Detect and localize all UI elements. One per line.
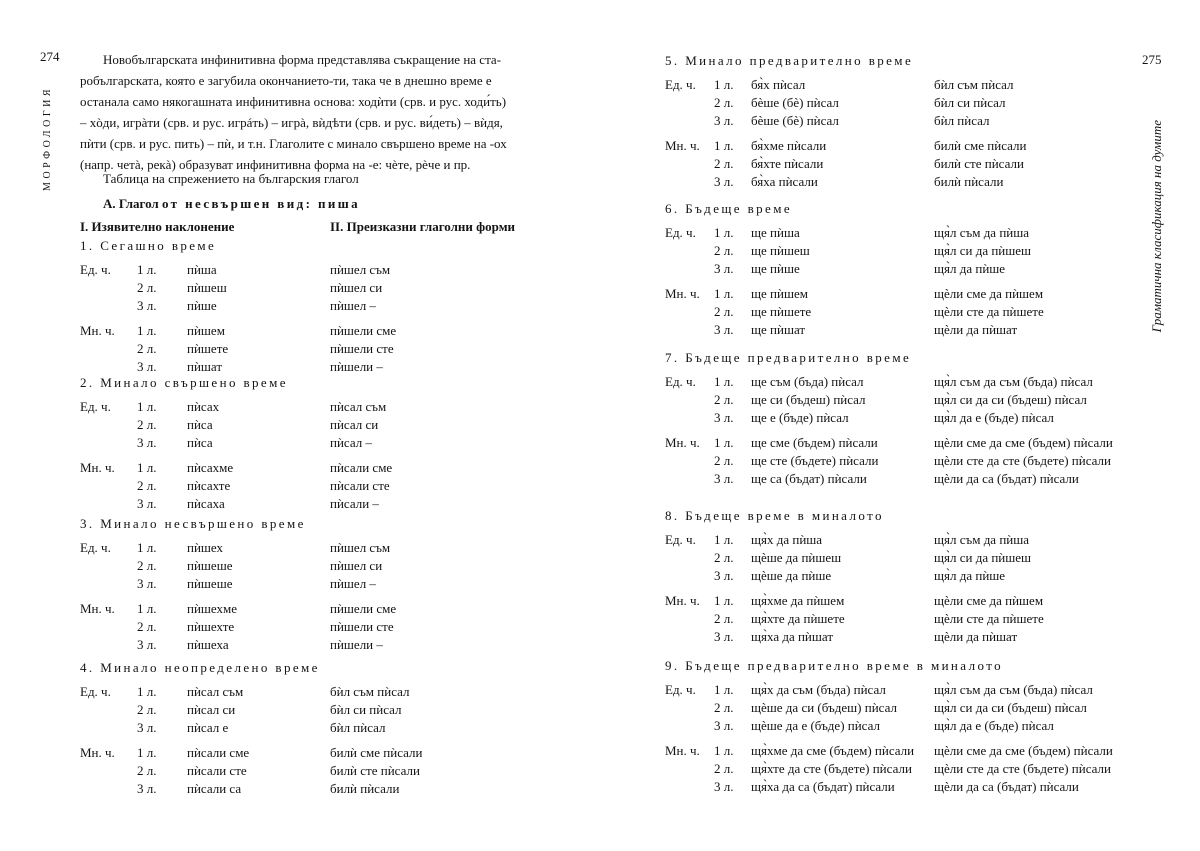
reported-form: щѐли сте да сте (бъдете) пѝсали bbox=[934, 453, 1111, 469]
indicative-form: пѝсахме bbox=[187, 460, 234, 476]
reported-form: билѝ сте пѝсали bbox=[934, 156, 1024, 172]
person-label: 3 л. bbox=[137, 575, 157, 591]
reported-form: бѝл пѝсал bbox=[934, 112, 990, 128]
indicative-form: пѝсали са bbox=[187, 781, 242, 796]
indicative-form: пѝсахте bbox=[187, 478, 231, 494]
section-a-title: от несвършен вид: пиша bbox=[161, 196, 361, 211]
reported-form: щя̀л да е (бъде) пѝсал bbox=[934, 409, 1054, 425]
reported-form: бѝл си пѝсал bbox=[330, 701, 402, 717]
reported-form: пѝшели сте bbox=[330, 341, 394, 357]
reported-form: щѐли да пѝшат bbox=[934, 629, 1018, 644]
indicative-form: щя̀ха да са (бъдат) пѝсали bbox=[751, 779, 895, 794]
indicative-form: пѝсах bbox=[187, 399, 220, 414]
reported-form: пѝсали сте bbox=[330, 478, 390, 494]
number-label: Ед. ч. bbox=[665, 682, 696, 697]
reported-form: бѝл съм пѝсал bbox=[330, 684, 410, 699]
indicative-form: пѝсал съм bbox=[187, 684, 244, 699]
person-label: 3 л. bbox=[714, 567, 734, 583]
person-label: 3 л. bbox=[714, 260, 734, 276]
number-label: Ед. ч. bbox=[80, 399, 111, 414]
person-label: 3 л. bbox=[137, 434, 157, 450]
indicative-form: щя̀хме да пѝшем bbox=[751, 593, 845, 609]
reported-form: пѝшели сме bbox=[330, 323, 397, 339]
person-label: 3 л. bbox=[137, 719, 157, 735]
indicative-form: ще пѝшем bbox=[751, 286, 808, 302]
person-label: 3 л. bbox=[714, 779, 734, 794]
person-label: 2 л. bbox=[714, 611, 734, 627]
paragraph-line: (напр. четà, рекà) образуват инфинитивна форма на -е: чèте, рèче и пр. bbox=[80, 157, 471, 172]
person-label: 3 л. bbox=[714, 409, 734, 425]
person-label: 3 л. bbox=[714, 717, 734, 733]
reported-form: пѝшел съм bbox=[330, 262, 391, 277]
indicative-form: пѝшехме bbox=[187, 601, 238, 617]
person-label: 2 л. bbox=[137, 619, 157, 635]
person-label: 2 л. bbox=[137, 279, 157, 295]
reported-form: щя̀л да е (бъде) пѝсал bbox=[934, 717, 1054, 733]
left-page-number: 274 bbox=[40, 49, 60, 64]
reported-form: пѝшели – bbox=[330, 359, 383, 374]
paragraph-line: Новобългарската инфинитивна форма представлява съкращение на ста- bbox=[103, 52, 502, 67]
tense-title: 1. Сегашно време bbox=[80, 238, 217, 253]
person-label: 2 л. bbox=[137, 701, 157, 717]
indicative-form: щя̀хме да сме (бъдем) пѝсали bbox=[751, 743, 915, 759]
indicative-form: пѝшеха bbox=[187, 637, 229, 652]
indicative-form: щя̀хте да пѝшете bbox=[751, 611, 845, 627]
person-label: 1 л. bbox=[137, 540, 157, 555]
indicative-form: пѝсал си bbox=[187, 701, 236, 717]
reported-form: пѝсал – bbox=[330, 434, 372, 450]
indicative-form: пѝше bbox=[187, 297, 217, 313]
number-label: Ед. ч. bbox=[80, 540, 111, 555]
person-label: 2 л. bbox=[137, 557, 157, 573]
person-label: 2 л. bbox=[137, 341, 157, 357]
indicative-form: ще си (бъдеш) пѝсал bbox=[751, 391, 866, 407]
indicative-form: ще са (бъдат) пѝсали bbox=[751, 471, 867, 486]
indicative-form: щя̀х да пѝша bbox=[751, 532, 823, 547]
number-label: Мн. ч. bbox=[80, 745, 115, 761]
reported-form: билѝ сме пѝсали bbox=[934, 138, 1027, 154]
reported-form: пѝшел си bbox=[330, 557, 383, 573]
indicative-form: щя̀хте да сте (бъдете) пѝсали bbox=[751, 761, 912, 777]
reported-form: билѝ пѝсали bbox=[934, 174, 1004, 189]
reported-form: щя̀л съм да пѝша bbox=[934, 225, 1030, 240]
right-page-number: 275 bbox=[1142, 52, 1162, 67]
person-label: 2 л. bbox=[714, 549, 734, 565]
number-label: Мн. ч. bbox=[80, 460, 115, 476]
reported-form: бѝл си пѝсал bbox=[934, 94, 1006, 110]
indicative-form: щѐше да си (бъдеш) пѝсал bbox=[751, 699, 897, 715]
person-label: 3 л. bbox=[137, 637, 157, 652]
person-label: 1 л. bbox=[714, 138, 734, 154]
reported-form: щѐли да са (бъдат) пѝсали bbox=[934, 779, 1079, 794]
reported-form: пѝшел съм bbox=[330, 540, 391, 555]
reported-form: билѝ сте пѝсали bbox=[330, 763, 420, 779]
person-label: 1 л. bbox=[137, 745, 157, 761]
person-label: 2 л. bbox=[714, 242, 734, 258]
indicative-form: пѝсали сме bbox=[187, 745, 250, 761]
person-label: 2 л. bbox=[137, 478, 157, 494]
person-label: 1 л. bbox=[714, 743, 734, 759]
indicative-form: пѝшете bbox=[187, 341, 229, 357]
reported-form: пѝсал съм bbox=[330, 399, 387, 414]
person-label: 3 л. bbox=[714, 471, 734, 486]
column-heading-indicative: I. Изявително наклонение bbox=[80, 219, 235, 234]
person-label: 1 л. bbox=[714, 77, 734, 92]
indicative-form: ще пѝшете bbox=[751, 304, 812, 320]
reported-form: билѝ пѝсали bbox=[330, 781, 400, 796]
indicative-form: бя̀ха пѝсали bbox=[751, 174, 818, 189]
indicative-form: пѝша bbox=[187, 262, 217, 277]
indicative-form: пѝшеше bbox=[187, 557, 233, 573]
number-label: Ед. ч. bbox=[665, 77, 696, 92]
indicative-form: ще сте (бъдете) пѝсали bbox=[751, 453, 879, 469]
number-label: Мн. ч. bbox=[665, 138, 700, 154]
person-label: 2 л. bbox=[137, 416, 157, 432]
indicative-form: пѝшеше bbox=[187, 575, 233, 591]
indicative-form: бѐше (бѐ) пѝсал bbox=[751, 112, 839, 128]
tense-title: 6. Бъдеще време bbox=[665, 201, 793, 216]
number-label: Ед. ч. bbox=[665, 532, 696, 547]
right-running-header: Граматична класификация на думите bbox=[1149, 120, 1164, 333]
paragraph-line: – хòди, игрàти (срв. и рус. игрáть) – игрà, вѝдѣти (срв. и рус. ви́деть) – вѝдя, bbox=[80, 115, 503, 130]
number-label: Ед. ч. bbox=[665, 225, 696, 240]
reported-form: пѝшел – bbox=[330, 297, 376, 313]
reported-form: щѐли сме да сме (бъдем) пѝсали bbox=[934, 743, 1113, 759]
number-label: Мн. ч. bbox=[80, 601, 115, 617]
number-label: Мн. ч. bbox=[665, 286, 700, 302]
number-label: Мн. ч. bbox=[665, 435, 700, 451]
number-label: Ед. ч. bbox=[80, 684, 111, 699]
reported-form: щѐли сте да пѝшете bbox=[934, 611, 1044, 627]
reported-form: щя̀л съм да съм (бъда) пѝсал bbox=[934, 374, 1093, 389]
indicative-form: пѝса bbox=[187, 434, 213, 450]
tense-title: 8. Бъдеще време в миналото bbox=[665, 508, 884, 523]
person-label: 1 л. bbox=[714, 374, 734, 389]
reported-form: пѝшели – bbox=[330, 637, 383, 652]
reported-form: щя̀л си да си (бъдеш) пѝсал bbox=[934, 699, 1087, 715]
tense-title: 3. Минало несвършено време bbox=[80, 516, 306, 531]
indicative-form: бѐше (бѐ) пѝсал bbox=[751, 94, 839, 110]
indicative-form: бя̀хте пѝсали bbox=[751, 156, 824, 172]
indicative-form: пѝшехте bbox=[187, 619, 235, 635]
person-label: 1 л. bbox=[714, 225, 734, 240]
person-label: 1 л. bbox=[714, 682, 734, 697]
indicative-form: бя̀х пѝсал bbox=[751, 77, 806, 92]
reported-form: щя̀л си да пѝшеш bbox=[934, 549, 1032, 565]
tense-title: 9. Бъдеще предварително време в миналото bbox=[665, 658, 1004, 673]
reported-form: щѐли да пѝшат bbox=[934, 322, 1018, 337]
reported-form: пѝсал си bbox=[330, 416, 379, 432]
person-label: 1 л. bbox=[137, 399, 157, 414]
reported-form: бѝл съм пѝсал bbox=[934, 77, 1014, 92]
person-label: 2 л. bbox=[714, 699, 734, 715]
indicative-form: ще съм (бъда) пѝсал bbox=[751, 374, 864, 389]
left-running-header: МОРФОЛОГИЯ bbox=[42, 86, 53, 191]
indicative-form: пѝшат bbox=[187, 359, 223, 374]
indicative-form: щя̀ха да пѝшат bbox=[751, 629, 834, 644]
person-label: 3 л. bbox=[137, 781, 157, 796]
reported-form: пѝшели сме bbox=[330, 601, 397, 617]
indicative-form: щя̀х да съм (бъда) пѝсал bbox=[751, 682, 886, 697]
number-label: Ед. ч. bbox=[665, 374, 696, 389]
indicative-form: пѝсали сте bbox=[187, 763, 247, 779]
table-caption: Таблица на спрежението на българския глагол bbox=[103, 171, 359, 186]
reported-form: пѝсали сме bbox=[330, 460, 393, 476]
paragraph-line: робългарската, която е загубила окончанието-ти, така че в днешно време е bbox=[80, 73, 492, 88]
number-label: Мн. ч. bbox=[80, 323, 115, 339]
indicative-form: щѐше да е (бъде) пѝсал bbox=[751, 717, 880, 733]
paragraph-line: пѝти (срв. и рус. пить) – пѝ, и т.н. Глаголите с минало свършено време на -ох bbox=[80, 136, 507, 151]
tense-title: 4. Минало неопределено време bbox=[80, 660, 320, 675]
person-label: 2 л. bbox=[137, 763, 157, 779]
reported-form: щя̀л си да пѝшеш bbox=[934, 242, 1032, 258]
number-label: Ед. ч. bbox=[80, 262, 111, 277]
reported-form: щя̀л съм да пѝша bbox=[934, 532, 1030, 547]
reported-form: щя̀л съм да съм (бъда) пѝсал bbox=[934, 682, 1093, 697]
person-label: 3 л. bbox=[137, 297, 157, 313]
indicative-form: пѝшеш bbox=[187, 279, 227, 295]
reported-form: щѐли сте да сте (бъдете) пѝсали bbox=[934, 761, 1111, 777]
indicative-form: пѝшех bbox=[187, 540, 224, 555]
reported-form: щѐли сме да сме (бъдем) пѝсали bbox=[934, 435, 1113, 451]
tense-title: 5. Минало предварително време bbox=[665, 53, 914, 68]
paragraph-line: останала само някогашната инфинитивна основа: ходѝти (срв. и рус. ходи́ть) bbox=[80, 94, 507, 109]
person-label: 2 л. bbox=[714, 304, 734, 320]
person-label: 1 л. bbox=[137, 323, 157, 339]
number-label: Мн. ч. bbox=[665, 593, 700, 609]
tense-title: 2. Минало свършено време bbox=[80, 375, 288, 390]
section-a-heading bbox=[103, 196, 360, 212]
person-label: 3 л. bbox=[714, 629, 734, 644]
person-label: 2 л. bbox=[714, 761, 734, 777]
number-label: Мн. ч. bbox=[665, 743, 700, 759]
reported-form: пѝшели сте bbox=[330, 619, 394, 635]
reported-form: пѝшел – bbox=[330, 575, 376, 591]
person-label: 2 л. bbox=[714, 94, 734, 110]
reported-form: пѝшел си bbox=[330, 279, 383, 295]
person-label: 3 л. bbox=[137, 359, 157, 374]
person-label: 3 л. bbox=[714, 322, 734, 337]
column-heading-reported: II. Преизказни глаголни форми bbox=[330, 219, 516, 234]
person-label: 1 л. bbox=[137, 601, 157, 617]
indicative-form: щѐше да пѝшеш bbox=[751, 549, 842, 565]
indicative-form: ще пѝшеш bbox=[751, 242, 810, 258]
section-a-prefix: А. Глагол bbox=[103, 196, 159, 211]
indicative-form: щѐше да пѝше bbox=[751, 567, 832, 583]
reported-form: щѐли сме да пѝшем bbox=[934, 286, 1044, 302]
indicative-form: пѝса bbox=[187, 416, 213, 432]
indicative-form: ще пѝше bbox=[751, 260, 800, 276]
indicative-form: ще сме (бъдем) пѝсали bbox=[751, 435, 878, 451]
person-label: 2 л. bbox=[714, 391, 734, 407]
person-label: 2 л. bbox=[714, 453, 734, 469]
person-label: 3 л. bbox=[137, 496, 157, 511]
person-label: 1 л. bbox=[137, 460, 157, 476]
indicative-form: пѝшем bbox=[187, 323, 225, 339]
person-label: 1 л. bbox=[137, 262, 157, 277]
reported-form: щѐли да са (бъдат) пѝсали bbox=[934, 471, 1079, 486]
indicative-form: бя̀хме пѝсали bbox=[751, 138, 827, 154]
reported-form: щя̀л да пѝше bbox=[934, 260, 1006, 276]
person-label: 3 л. bbox=[714, 112, 734, 128]
reported-form: бѝл пѝсал bbox=[330, 719, 386, 735]
person-label: 3 л. bbox=[714, 174, 734, 189]
person-label: 1 л. bbox=[714, 593, 734, 609]
person-label: 1 л. bbox=[714, 435, 734, 451]
reported-form: щя̀л да пѝше bbox=[934, 567, 1006, 583]
reported-form: пѝсали – bbox=[330, 496, 379, 511]
reported-form: щѐли сте да пѝшете bbox=[934, 304, 1044, 320]
tense-title: 7. Бъдеще предварително време bbox=[665, 350, 912, 365]
indicative-form: пѝсаха bbox=[187, 496, 225, 511]
person-label: 1 л. bbox=[714, 286, 734, 302]
person-label: 2 л. bbox=[714, 156, 734, 172]
reported-form: билѝ сме пѝсали bbox=[330, 745, 423, 761]
indicative-form: ще пѝшат bbox=[751, 322, 806, 337]
indicative-form: ще пѝша bbox=[751, 225, 800, 240]
reported-form: щѐли сме да пѝшем bbox=[934, 593, 1044, 609]
person-label: 1 л. bbox=[137, 684, 157, 699]
person-label: 1 л. bbox=[714, 532, 734, 547]
indicative-form: ще е (бъде) пѝсал bbox=[751, 409, 849, 425]
indicative-form: пѝсал е bbox=[187, 719, 229, 735]
reported-form: щя̀л си да си (бъдеш) пѝсал bbox=[934, 391, 1087, 407]
intro-paragraph bbox=[80, 49, 540, 175]
